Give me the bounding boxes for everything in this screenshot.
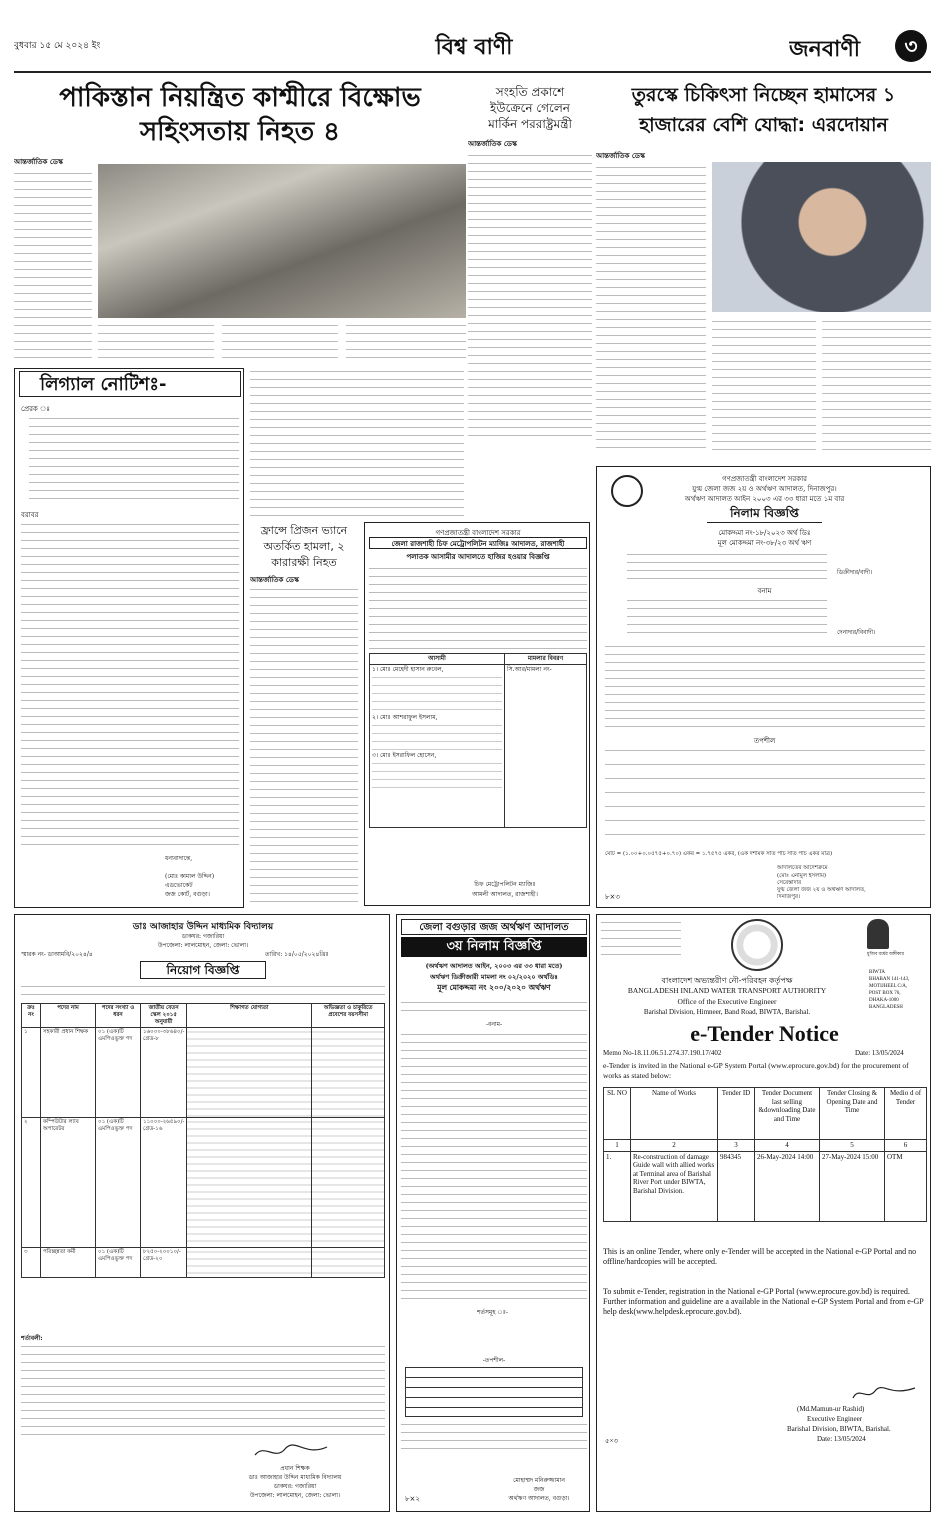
turkey-body-col2 [712,318,816,454]
etender-table [603,1087,927,1222]
etender-sign-office: Barishal Division, BIWTA, Barishal. [787,1425,891,1433]
dinajpur-signer: (মোঃ এনামুল ইসলাম) [777,873,827,879]
etender-note-2: To submit e-Tender, registration in the National e-GP Portal (www.eprocure.gov.bd) is required. Further information and guideline are a available in the National e-GP System Portal and from e-GP help desk(www.helpdesk.eprocure.gov.bd). [603,1287,924,1316]
turkey-body-col1 [596,164,706,454]
dinajpur-signer-label: আদালতের আদেশক্রমে [777,865,828,871]
legal-notice-title: লিগ্যাল নোটিশঃ- [19,371,241,397]
bogura-sign-place: অর্থঋণ আদালত, বগুড়া। [508,1495,570,1502]
kashmir-body-col4 [346,322,466,362]
turkey-headline-1: তুরস্কে চিকিৎসা নিচ্ছেন হামাসের ১ [631,84,896,106]
page-header [14,28,931,70]
kashmir-photo [98,164,466,318]
kashmir-body-col3 [222,322,338,362]
school-sign-post: ডাকঘর: গজারিয়া [273,1483,317,1490]
bogura-body [401,1031,587,1301]
etender-note-1: This is an online Tender, where only e-Tender will be accepted in the National e-GP Portal and no offline/hardcopies will be accepted. [603,1247,917,1266]
bogura-court: জেলা বগুড়ার জজ অর্থঋণ আদালত [401,919,587,935]
kashmir-body-col1 [14,170,92,362]
dinajpur-body [605,643,925,733]
turkey-body-col3 [822,318,931,454]
etender-col-name: Name of Works [631,1088,718,1140]
school-memo: স্মারক নং- ডাআমবি/২০২৪/৪ [21,951,93,958]
kashmir-story [14,80,466,362]
bogura-sign: মোহাম্মদ মনিরুজ্জামান [513,1477,565,1484]
school-name: ডাঃ আজাহার উদ্দিন মাধ্যমিক বিদ্যালয় [132,922,274,931]
mujib-year-logo [867,919,927,959]
bogura-sign-role: জজ [533,1486,545,1493]
biwta-emblem-icon [731,919,783,971]
etender-sign-name: (Md.Mamun-ur Rashid) [797,1405,865,1413]
bogura-plaintiff [401,999,587,1017]
rajshahi-gov: গণপ্রজাতন্ত্রী বাংলাদেশ সরকার [435,529,521,537]
etender-col-id: Tender ID [718,1088,755,1140]
biwta-division: Barishal Division, Himneer, Band Road, BIWTA, Barishal. [643,1008,811,1016]
school-sign-role: প্রধান শিক্ষক [280,1465,310,1472]
school-col-experience: অভিজ্ঞতা ও চাকুরিতে প্রবেশের বয়সসীমা [312,1004,385,1028]
ukraine-body [468,152,592,438]
rajshahi-table [369,653,587,828]
rajshahi-accused-1: ১। মোঃ মেহেদী হাসান রুবেল, [372,666,444,673]
table-row: ১ সহকারী প্রধান শিক্ষক ০১ (এক)টি এমপিওভুক্ত পদ ১৬০০০-৩৮৬৪০/- গ্রেড-৮ [22,1028,385,1118]
signature-mark [849,1383,919,1403]
rajshahi-sign-place: আমলী আদালত, রাজশাহী। [472,891,538,898]
bogura-schedule-table [405,1367,583,1417]
rajshahi-body [369,565,587,649]
erdogan-photo [712,162,931,312]
rajshahi-col-accused: আসামী [370,654,505,665]
dinajpur-gov: গণপ্রজাতন্ত্রী বাংলাদেশ সরকার [722,475,807,483]
school-col-count: পদের সংখ্যা ও ধরন [96,1004,141,1028]
signature-mark [251,1441,331,1461]
school-post: ডাকঘর: গজারিয়া [181,933,225,940]
etender-memo-date: Date: 13/05/2024 [855,1049,904,1057]
etender-table-header [604,1088,927,1140]
etender-memo: Memo No-18.11.06.51.274.37.190.17/402 [603,1049,722,1057]
rajshahi-accused-2: ২। মোঃ আশরাফুল ইসলাম, [372,714,438,721]
dinajpur-ref: ৮×৩ [605,893,620,901]
school-upazila: উপজেলা: লালমোহন, জেলা: ভোলা। [157,942,249,949]
etender-col-closing: Tender Closing & Opening Date and Time [820,1088,885,1140]
legal-signer: (মোঃ কামাল উদ্দিন) [165,873,215,880]
legal-sender-label: প্রেরক ঃ [21,405,51,413]
school-table-header [22,1004,385,1028]
bogura-title: ৩য় নিলাম বিজ্ঞপ্তি [401,937,587,957]
etender-col-sl: SL NO [604,1088,631,1140]
dinajpur-case-2: মূল মোকদ্দমা নং-৩৮/২৩ অর্থ ঋণ [717,539,812,547]
legal-notice [14,368,244,908]
ukraine-story [468,80,592,438]
page-number-badge: ৩ [895,30,927,62]
biwta-address: BIWTA BHABAN 141-143, MOTIJHEEL C/A, POST BOX 76, DHAKA-1000 BANGLADESH [869,970,910,1010]
rajshahi-court-notice [364,522,590,906]
etender-title: e-Tender Notice [690,1021,839,1046]
school-col-no: ক্রঃ নং [22,1004,41,1028]
school-table [21,1003,385,1278]
dinajpur-plaintiff [627,551,827,581]
turkey-desk: আন্তর্জাতিক ডেস্ক [596,151,645,160]
school-conditions-label: শর্তাবলী: [21,1335,43,1342]
kashmir-headline-2: সহিংসতায় নিহত ৪ [139,117,341,147]
bogura-case: অর্থঋণ ডিক্রীজারী মামলা নং ০২/২০২০ অর্থডিঃ [430,973,558,981]
etender-col-last-sell: Tender Document last selling &downloading Date and Time [755,1088,820,1140]
turkey-headline-2: হাজারের বেশি যোদ্ধা: এরদোয়ান [639,114,888,136]
turkey-story [596,80,931,460]
bogura-conditions-label: শর্তসমূহ ঃ- [477,1309,509,1316]
kashmir-headline-1: পাকিস্তান নিয়ন্ত্রিত কাশ্মীরে বিক্ষোভ [59,83,421,113]
school-recruitment-notice [14,914,390,1512]
bogura-schedule-label: -তপশীল- [482,1357,506,1364]
bogura-main-case: মূল মোকদ্দমা নং ২০০/২০২০ অর্থঋণ [437,983,551,992]
school-col-post: পদের নাম [41,1004,96,1028]
header-date: বুধবার ১৫ মে ২০২৪ ইং [14,41,101,51]
rajshahi-case-ref: সি.আর/মামলা নং- [507,666,552,673]
bogura-footer-text [401,1421,587,1451]
dinajpur-court: যুগ্ম জেলা জজ ২য় ও অর্থঋণ আদালত, দিনাজপুর। [692,485,837,493]
biwta-org: BANGLADESH INLAND WATER TRANSPORT AUTHORITY [627,986,827,995]
ukraine-headline-3: মার্কিন পররাষ্ট্রমন্ত্রী [488,117,572,131]
legal-body [21,521,239,845]
dinajpur-auction-notice [596,466,931,908]
table-row: 1. Re-construction of damage Guide wall with allied works at Terminal area of Barishal River Port under BIWTA, Barishal Division. 984345 26-May-2024 14:00 27-May-2024 15:00 OTM [604,1151,927,1221]
dinajpur-signer-office: যুগ্ম জেলা জজ ২য় ও অর্থঋণ আদালত, [777,887,866,893]
rajshahi-subtitle: পলাতক আসামীর আদালতে হাজির হওয়ার বিজ্ঞপ্তি [406,552,550,561]
dinajpur-signer-role: সেরেস্তাদার [777,880,802,886]
dinajpur-defendant-tag: দেনাদার/বিবাদী। [837,629,876,636]
dinajpur-case: মোকদ্দমা নং-১৮/২০২৩ অর্থ ডিঃ [718,529,811,537]
bogura-ref: ৮×২ [405,1495,420,1503]
dinajpur-versus: বনাম [757,587,772,595]
etender-col-method: Medio d of Tender [885,1088,927,1140]
ukraine-headline-1: সংহতি প্রকাশে [495,85,565,99]
dinajpur-signer-place: দিনাজপুর। [777,894,800,900]
table-row: ৩ পরিচ্ছন্নতা কর্মী ০১ (এক)টি এমপিওভুক্ত পদ ৮২৫০-২০০১০/- গ্রেড-২০ [22,1248,385,1278]
legal-recipient-label: বরাবর [21,511,39,519]
france-headline-1: ফ্রান্সে প্রিজন ভ্যানে [260,524,348,537]
france-story [250,522,358,906]
kashmir-continued [250,368,464,518]
school-title: নিয়োগ বিজ্ঞপ্তি [140,961,266,979]
france-body [250,586,358,906]
newspaper-logo [789,28,929,68]
header-rule [14,71,931,73]
ukraine-desk: আন্তর্জাতিক ডেস্ক [468,139,517,148]
biwta-office: Office of the Executive Engineer [677,997,777,1006]
school-signature [251,1441,331,1461]
etender-intro: e-Tender is invited in the National e-GP System Portal (www.eprocure.gov.bd) for the procurement of works as stated below: [603,1061,909,1080]
etender-ref: ৫×৩ [605,1437,619,1445]
bogura-versus: -বনাম- [485,1021,503,1028]
dinajpur-act: অর্থঋণ আদালত আইন ২০০৩ এর ৩৩ ধারা মতে ১ম বার [684,495,845,503]
rajshahi-sign: চিফ মেট্রোপলিটন ম্যাজিঃ [474,881,536,888]
ukraine-headline-2: ইউক্রেনে গেলেন [490,101,570,115]
kashmir-desk: আন্তর্জাতিক ডেস্ক [14,157,63,166]
portrait-icon [867,919,889,949]
france-headline-2: অতর্কিত হামলা, ২ [263,540,345,553]
biwta-gov-bn: বাংলাদেশ অভ্যন্তরীণ নৌ-পরিবহন কর্তৃপক্ষ [661,976,793,985]
table-row: ২ কম্পিউটার ল্যাব অপারেটর ০১ (এক)টি এমপিওভুক্ত পদ ১১০০০-২৬৫৯০/- গ্রেড-১৬ [22,1118,385,1248]
legal-regards: ধন্যবাদান্তে, [165,855,193,862]
dinajpur-schedule-body [605,747,925,847]
dinajpur-defendant [627,597,827,637]
biwta-etender-notice [596,914,931,1512]
france-headline-3: কারারক্ষী নিহত [271,556,337,569]
logo-text: জনবাণী [789,37,861,62]
etender-col-numbers: 1 2 3 4 5 6 [604,1140,927,1152]
france-desk: আন্তর্জাতিক ডেস্ক [250,575,299,584]
legal-sender-block [29,415,239,505]
dinajpur-total: মোট = (১.০০+০.০৫৭৫+০.৭০) একর = ১.৭৫৭৫ একর, (এক দশমিক সাত পাঁচ সাত পাঁচ একর মাত্র) [605,851,833,857]
school-date: তারিখ: ১৪/০৫/২০২৪খ্রিঃ [265,951,329,958]
rajshahi-col-case: মামলার বিবরণ [505,654,587,665]
school-conditions [21,1343,385,1437]
school-col-scale: জাতীয় বেতন স্কেল ২০১৫ অনুযায়ী [141,1004,187,1028]
dinajpur-title: নিলাম বিজ্ঞপ্তি [707,505,822,523]
school-intro [21,983,385,999]
etender-sign-date: Date: 13/05/2024 [817,1435,866,1443]
bogura-act: (অর্থঋণ আদালত আইন, ২০০৩ এর ৩৩ ধারা মতে) [425,962,563,970]
mujib-year-caption: মুজিব বর্ষের অঙ্গীকার [867,951,904,956]
legal-signer-role: এডভোকেট [165,882,193,889]
rajshahi-accused-3: ৩। মোঃ ইসরাফিল হোসেন, [372,752,437,759]
school-col-education: শিক্ষাগত যোগ্যতা [187,1004,312,1028]
biwta-left-contact [601,919,681,959]
legal-signer-place: জজ কোর্ট, বগুড়া। [165,891,210,898]
school-sign-school: ডাঃ আজাহার উদ্দিন মাধ্যমিক বিদ্যালয় [248,1474,342,1481]
rajshahi-title: জেলা রাজশাহী চিফ মেট্রোপলিটন ম্যাজিঃ আদালত, রাজশাহী [369,537,587,549]
etender-sign-role: Executive Engineer [807,1415,863,1423]
school-sign-place: উপজেলা: লালমোহন, জেলা: ভোলা। [249,1492,341,1499]
dinajpur-plaintiff-tag: ডিক্রীদার/বাদী। [837,569,873,576]
etender-signature [849,1383,919,1403]
bogura-auction-notice [396,914,590,1512]
section-title: বিশ্ব বাণী [435,35,513,60]
kashmir-body-col2 [98,322,214,362]
dinajpur-schedule-label: তপশীল [753,737,776,745]
